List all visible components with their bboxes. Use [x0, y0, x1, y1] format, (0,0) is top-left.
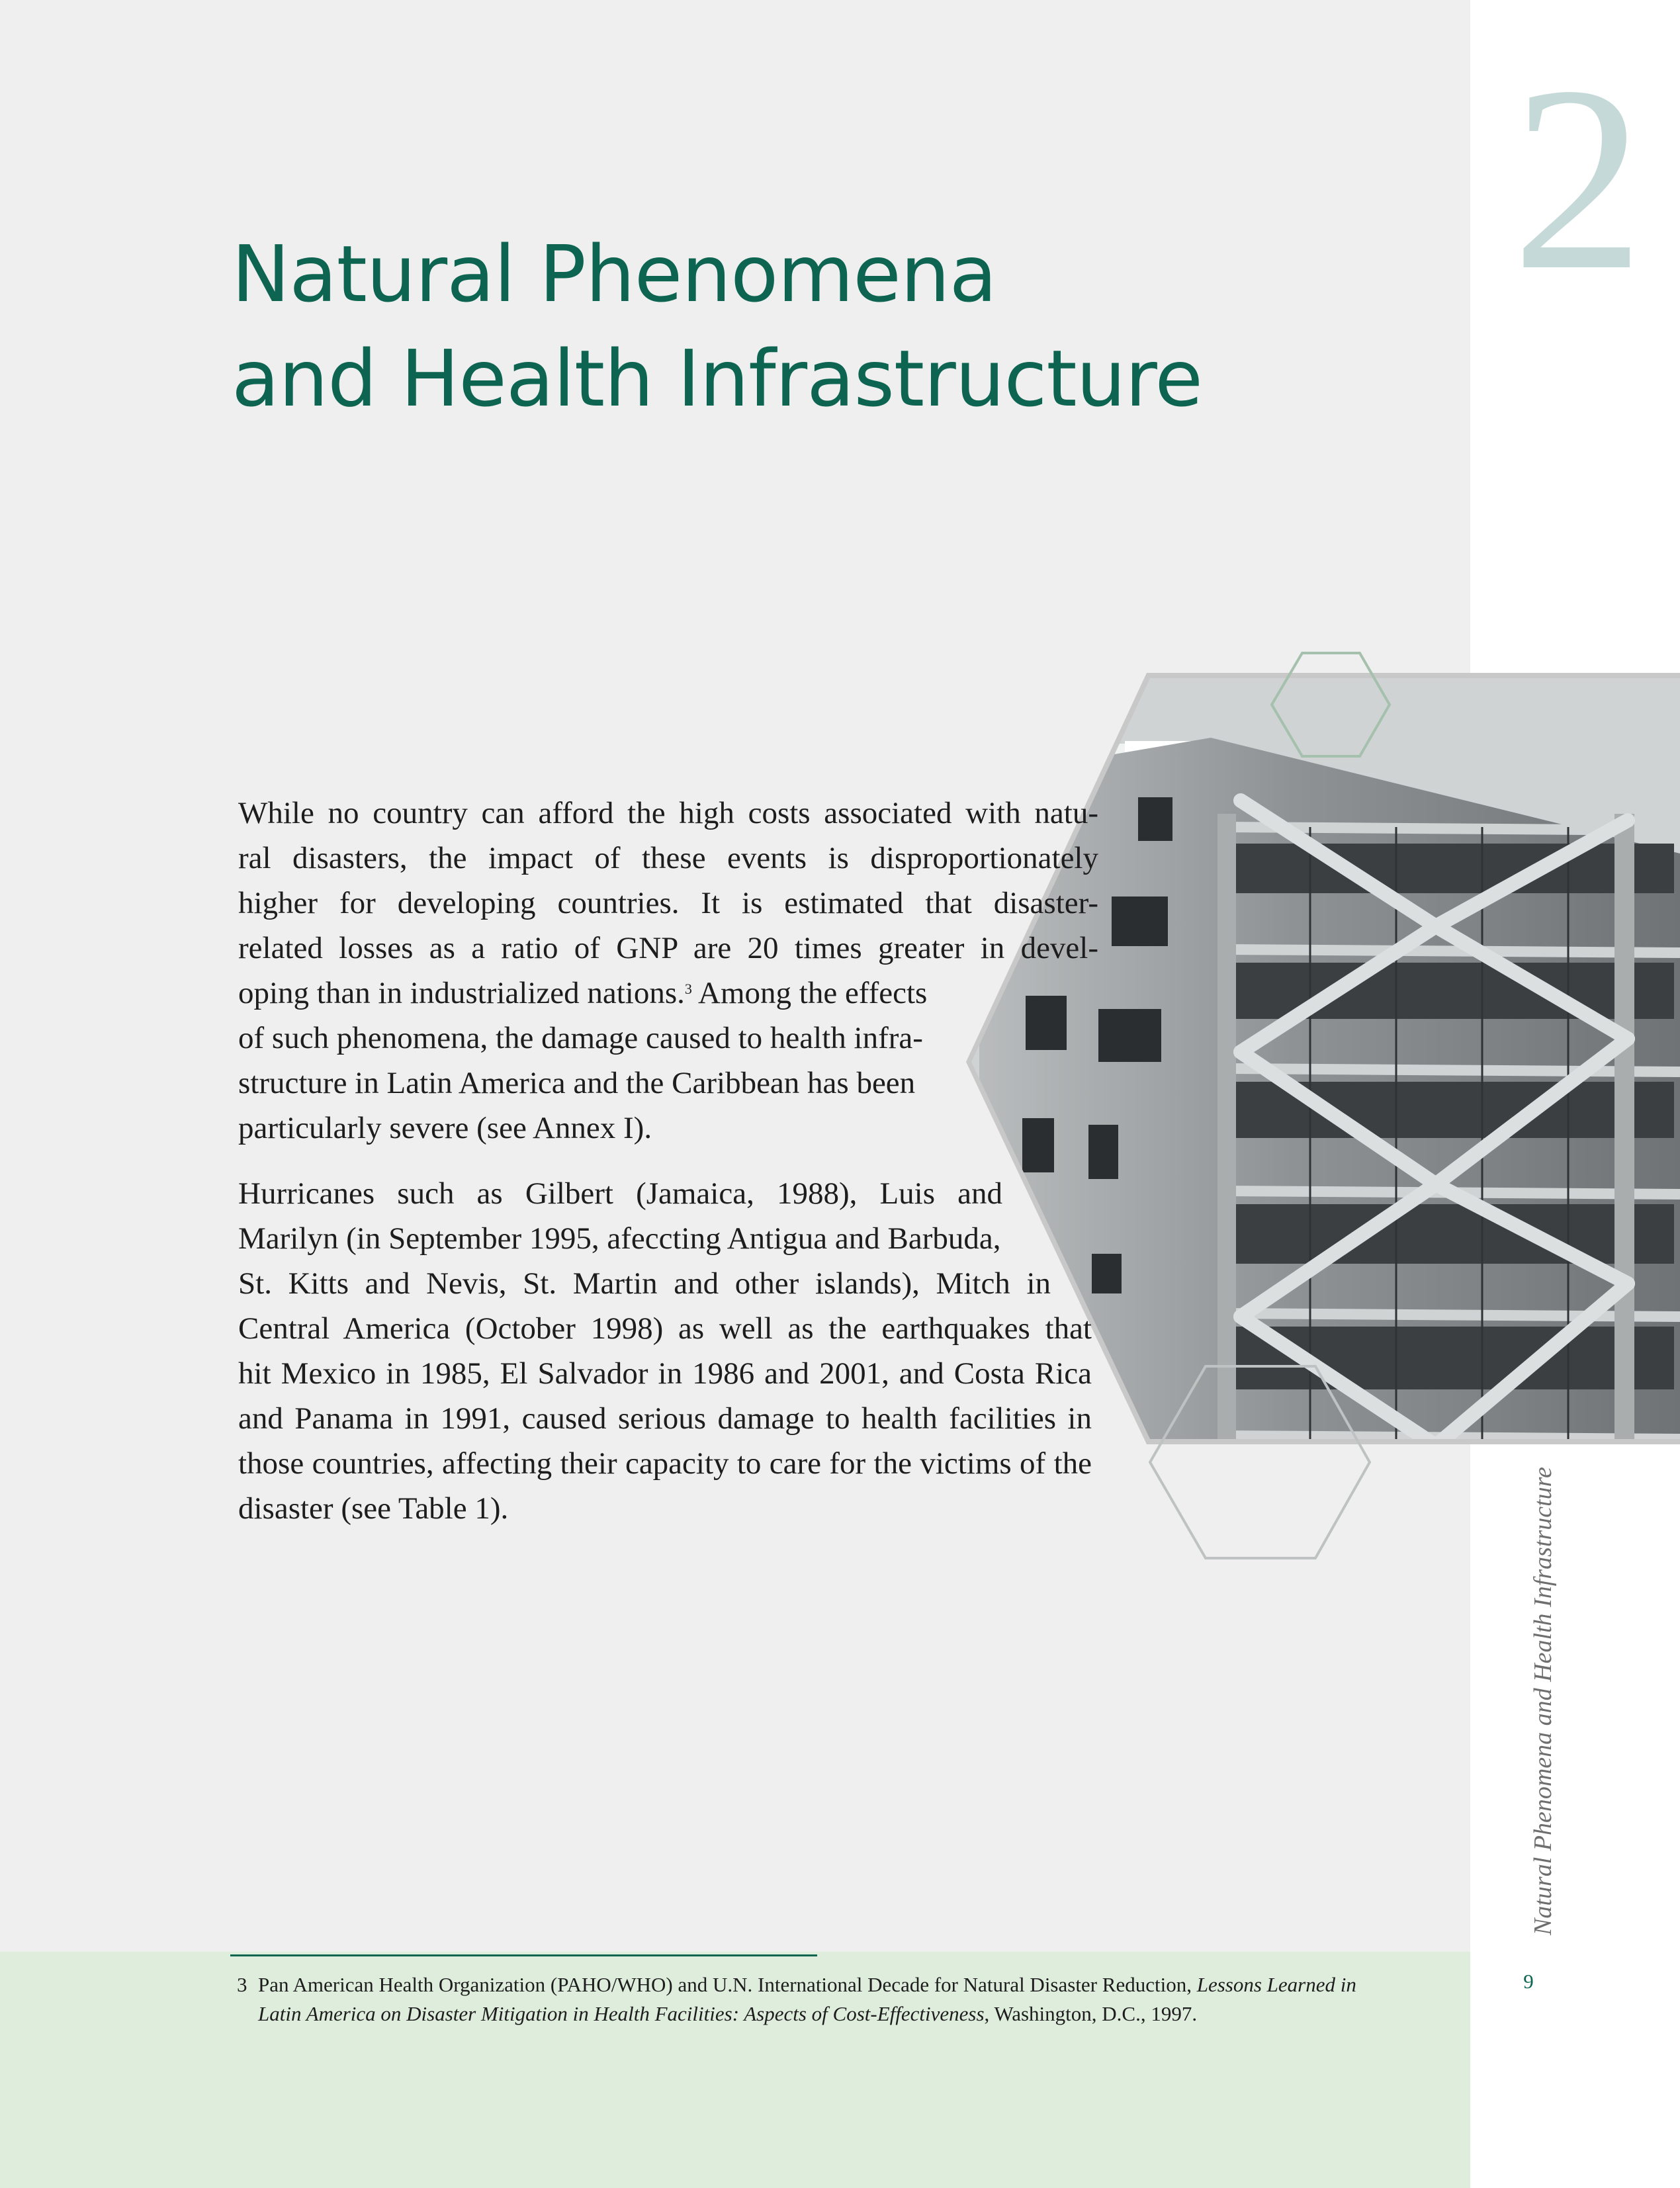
paragraph-2-line-4: Central America (October 1998) as well as the earthquakes that	[238, 1311, 1092, 1346]
chapter-title-line-2: and Health Infrastructure	[232, 333, 1202, 424]
paragraph-2-line-6: and Panama in 1991, caused serious damage to health facilities in	[238, 1401, 1092, 1436]
paragraph-1-line-5-rest: Among the effects	[691, 976, 928, 1010]
paragraph-1-line-6: of such phenomena, the damage caused to health infra-	[238, 1021, 923, 1055]
chapter-title-line-1: Natural Phenomena	[232, 228, 996, 320]
paragraph-1-line-3: higher for developing countries. It is estimated that disaster-	[238, 886, 1098, 920]
page-number: 9	[1523, 1970, 1534, 1993]
paragraph-2-line-1: Hurricanes such as Gilbert (Jamaica, 1988), Luis and	[238, 1176, 1002, 1211]
footnote	[237, 1970, 1421, 2029]
body-paragraph-2	[238, 1171, 1092, 1531]
paragraph-2-line-3: St. Kitts and Nevis, St. Martin and other islands), Mitch in	[238, 1266, 1051, 1301]
paragraph-1-line-7: structure in Latin America and the Caribbean has been	[238, 1066, 916, 1100]
paragraph-1-line-5-text: oping than in industrialized nations.	[238, 976, 685, 1010]
footnote-text-2: , Washington, D.C., 1997.	[984, 2002, 1198, 2025]
footnote-line-2	[237, 1999, 1421, 2029]
running-head: Natural Phenomena and Health Infrastructure	[1529, 1467, 1557, 1935]
paragraph-2-line-5: hit Mexico in 1985, El Salvador in 1986 and 2001, and Costa Rica	[238, 1356, 1092, 1391]
paragraph-1-line-4: related losses as a ratio of GNP are 20 times greater in devel-	[238, 931, 1098, 965]
chapter-number: 2	[1512, 32, 1644, 325]
paragraph-1-line-5	[238, 971, 1098, 1016]
paragraph-1-line-2: ral disasters, the impact of these events is disproportionately	[238, 841, 1098, 875]
footnote-title-2: Latin America on Disaster Mitigation in Health Facilities: Aspects of Cost-Effectiveness	[258, 2002, 985, 2025]
paragraph-2-line-2: Marilyn (in September 1995, afeccting Antigua and Barbuda,	[238, 1221, 1001, 1256]
footnote-number: 3	[237, 1973, 247, 1996]
body-paragraph-1	[238, 791, 1098, 1151]
footnote-title-1: Lessons Learned in	[1196, 1973, 1356, 1996]
paragraph-1-line-8: particularly severe (see Annex I).	[238, 1111, 652, 1145]
footnote-reference: 3	[684, 981, 692, 997]
paragraph-2-line-7: those countries, affecting their capacity to care for the victims of the	[238, 1446, 1092, 1481]
footnote-rule	[230, 1954, 817, 1956]
footnote-text-1: Pan American Health Organization (PAHO/WHO) and U.N. International Decade for Natural Disaster Reduction,	[258, 1973, 1197, 1996]
paragraph-1-line-1: While no country can afford the high costs associated with natu-	[238, 796, 1098, 830]
paragraph-2-line-8: disaster (see Table 1).	[238, 1491, 509, 1526]
